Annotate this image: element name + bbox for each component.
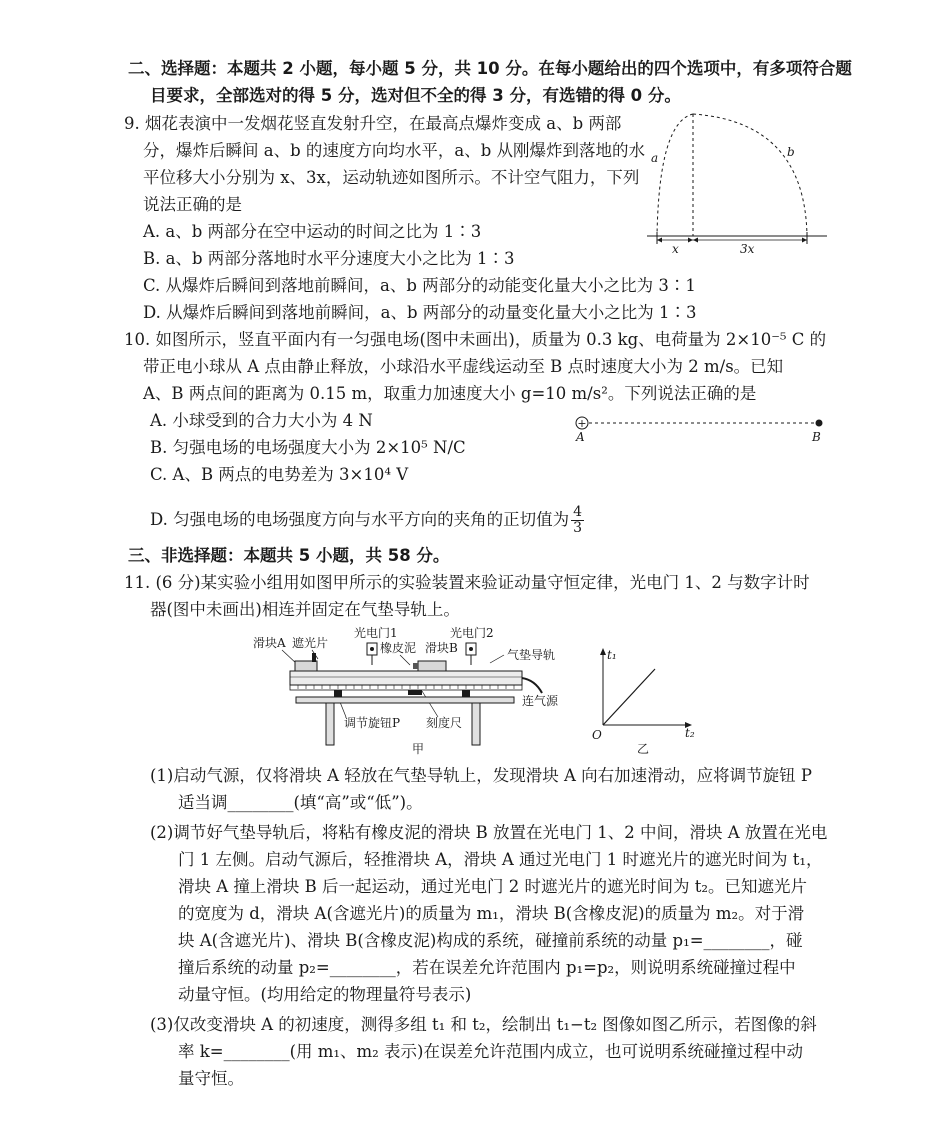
q10-option-d <box>150 505 584 536</box>
label-knob: 调节旋钮P <box>344 716 401 730</box>
label-shade: 遮光片 <box>292 636 329 650</box>
q9-trajectory-figure <box>645 108 830 258</box>
label-x: x <box>672 242 679 256</box>
q11-apparatus-figure-jia <box>250 625 580 757</box>
label-scale: 刻度尺 <box>426 716 463 730</box>
slider-b <box>413 661 446 671</box>
q11-part2-line1: (2)调节好气垫导轨后，将粘有橡皮泥的滑块 B 放置在光电门 1、2 中间，滑块 A 放置在光电 <box>150 823 828 842</box>
ruler-ticks <box>298 685 514 689</box>
label-air: 连气源 <box>522 694 559 708</box>
q9-stem-line3: 平位移大小分别为 x、3x，运动轨迹如图所示。不计空气阻力，下列 <box>143 168 640 187</box>
q10-stem-line2: 带正电小球从 A 点由静止释放，小球沿水平虚线运动至 B 点时速度大小为 2 m/s。已知 <box>143 357 784 376</box>
fraction-4-3 <box>571 505 584 536</box>
q9-stem-line1: 9. 烟花表演中一发烟花竖直发射升空，在最高点爆炸变成 a、b 两部 <box>124 114 622 133</box>
q10-option-b: B. 匀强电场的电场强度大小为 2×10⁵ N/C <box>150 438 466 457</box>
label-putty: 橡皮泥 <box>380 641 417 655</box>
q9-stem-line2: 分，爆炸后瞬间 a、b 的速度方向均水平，a、b 从刚爆炸到落地的水 <box>143 141 646 160</box>
q10-option-a: A. 小球受到的合力大小为 4 N <box>150 411 373 430</box>
q9-option-a: A. a、b 两部分在空中运动的时间之比为 1∶3 <box>143 222 482 241</box>
slider-a <box>295 653 317 671</box>
q11-part2-line4: 的宽度为 d，滑块 A(含遮光片)的质量为 m₁，滑块 B(含橡皮泥)的质量为 m₂。对于滑 <box>178 904 805 923</box>
section3-heading: 三、非选择题：本题共 5 小题，共 58 分。 <box>128 546 450 565</box>
air-hose <box>522 678 542 693</box>
q10-ab-figure <box>568 410 833 445</box>
q9-stem-line4: 说法正确的是 <box>143 195 242 214</box>
photogate-2 <box>466 643 476 665</box>
q11-graph-figure-yi <box>585 645 705 757</box>
label-a: a <box>651 151 659 165</box>
trajectory-a <box>657 114 693 236</box>
q11-stem-line1: 11. (6 分)某实验小组用如图甲所示的实验装置来验证动量守恒定律，光电门 1、2 与数字计时 <box>124 573 810 592</box>
label-yi: 乙 <box>637 742 650 756</box>
label-gate1: 光电门1 <box>354 626 398 640</box>
q11-part1-line2: 适当调________(填“高”或“低”)。 <box>178 793 423 812</box>
label-t2: t₂ <box>685 726 695 740</box>
q10-stem-line3: A、B 两点间的距离为 0.15 m，取重力加速度大小 g=10 m/s²。下列说法正确的是 <box>143 384 757 403</box>
table-leg-right <box>472 703 480 745</box>
label-B: B <box>812 430 821 444</box>
point-b-dot <box>816 420 823 427</box>
q9-option-b: B. a、b 两部分落地时水平分速度大小之比为 1∶3 <box>143 249 515 268</box>
label-rail: 气垫导轨 <box>507 648 556 662</box>
q11-part1-line1: (1)启动气源，仅将滑块 A 轻放在气垫导轨上，发现滑块 A 向右加速滑动，应将调节旋钮 P <box>150 766 813 785</box>
section2-heading-line1: 二、选择题：本题共 2 小题，每小题 5 分，共 10 分。在每小题给出的四个选项中，有多项符合题 <box>128 59 852 78</box>
table-top <box>296 697 514 703</box>
q11-part2-line5: 块 A(含遮光片)、滑块 B(含橡皮泥)构成的系统，碰撞前系统的动量 p₁=________，碰 <box>178 931 803 950</box>
q11-stem-line2: 器(图中未画出)相连并固定在气垫导轨上。 <box>150 600 460 619</box>
section2-heading-line2: 目要求，全部选对的得 5 分，选对但不全的得 3 分，有选错的得 0 分。 <box>150 86 681 105</box>
q10-stem-line1: 10. 如图所示，竖直平面内有一匀强电场(图中未画出)，质量为 0.3 kg、电荷量为 2×10⁻⁵ C 的 <box>124 330 827 349</box>
table-leg-left <box>326 703 334 745</box>
trajectory-b <box>693 114 807 236</box>
photogate-1 <box>367 643 377 665</box>
q11-part2-line2: 门 1 左侧。启动气源后，轻推滑块 A，滑块 A 通过光电门 1 时遮光片的遮光时间为 t₁， <box>178 850 823 869</box>
label-A: A <box>576 430 585 444</box>
q9-option-c: C. 从爆炸后瞬间到落地前瞬间，a、b 两部分的动能变化量大小之比为 3∶1 <box>143 276 696 295</box>
fraction-numerator: 4 <box>573 504 583 520</box>
label-jia: 甲 <box>412 742 425 756</box>
label-3x: 3x <box>740 242 755 256</box>
t1-t2-line <box>603 669 655 725</box>
q11-part3-line1: (3)仅改变滑块 A 的初速度，测得多组 t₁ 和 t₂，绘制出 t₁−t₂ 图像如图乙所示，若图像的斜 <box>150 1015 817 1034</box>
adjust-knob-p <box>334 690 342 697</box>
q11-part2-line6: 撞后系统的动量 p₂=________，若在误差允许范围内 p₁=p₂，则说明系统碰撞过程中 <box>178 958 796 977</box>
label-t1: t₁ <box>607 648 617 662</box>
q10-option-c: C. A、B 两点的电势差为 3×10⁴ V <box>150 465 409 484</box>
plus-sign: + <box>577 417 587 430</box>
q11-part3-line3: 量守恒。 <box>178 1069 244 1088</box>
q11-part2-line7: 动量守恒。(均用给定的物理量符号表示) <box>178 985 472 1004</box>
q11-part2-line3: 滑块 A 撞上滑块 B 后一起运动，通过光电门 2 时遮光片的遮光时间为 t₂。已知遮光片 <box>178 877 807 896</box>
label-origin: O <box>592 728 602 742</box>
label-slider-a: 滑块A <box>253 636 286 650</box>
label-slider-b: 滑块B <box>425 641 458 655</box>
q11-part3-line2: 率 k=________(用 m₁、m₂ 表示)在误差允许范围内成立，也可说明系统碰撞过程中动 <box>178 1042 803 1061</box>
air-rail <box>290 671 522 685</box>
label-b: b <box>787 145 795 159</box>
label-gate2: 光电门2 <box>450 626 494 640</box>
q9-option-d: D. 从爆炸后瞬间到落地前瞬间，a、b 两部分的动量变化量大小之比为 1∶3 <box>143 303 697 322</box>
fraction-denominator: 3 <box>573 520 583 536</box>
q10-option-d-text: D. 匀强电场的电场强度方向与水平方向的夹角的正切值为 <box>150 510 570 529</box>
